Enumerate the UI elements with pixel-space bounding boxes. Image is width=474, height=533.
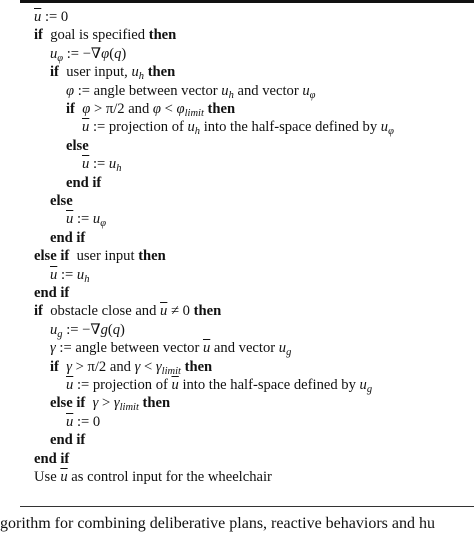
line-text: γ [155, 358, 162, 375]
algorithm-line [82, 155, 121, 173]
line-text: g [286, 347, 292, 359]
line-text: φ [100, 218, 106, 230]
line-text: > [98, 395, 114, 412]
bottom-rule [20, 506, 474, 507]
line-text: φ [152, 101, 161, 117]
keyword: end if [34, 285, 70, 301]
line-text: limit [161, 365, 181, 377]
line-text: > π/2 and [71, 358, 135, 375]
line-text: u [108, 156, 117, 173]
keyword: then [207, 101, 236, 117]
line-text: := [89, 156, 109, 173]
algorithm-line [50, 192, 73, 210]
line-text: into the half-space defined by [178, 377, 360, 393]
line-text: obstacle close and [42, 303, 161, 320]
line-text: u [50, 45, 58, 62]
line-text: u [92, 211, 101, 228]
line-text: g [366, 384, 373, 395]
line-text: φ [57, 52, 64, 64]
line-text: user input [69, 248, 139, 265]
top-rule [20, 0, 474, 3]
line-text: ≠ 0 [167, 303, 194, 320]
line-text: $\overline{u}$ [60, 469, 68, 485]
line-text: $\overline{u}$ [50, 266, 58, 283]
algorithm-line [50, 45, 126, 63]
line-text: Use [34, 469, 61, 485]
line-text: $\overline{u}$ [82, 156, 90, 173]
line-text: ) [121, 45, 127, 62]
line-text: γ [113, 395, 120, 412]
line-text: u [76, 266, 85, 283]
line-text: and vector [233, 82, 303, 99]
line-text: := [73, 211, 93, 228]
line-text: := 0 [73, 413, 101, 430]
line-text: u [221, 82, 229, 99]
line-text: < [161, 101, 177, 117]
algorithm-line [50, 431, 85, 449]
keyword: if [50, 64, 59, 81]
line-text: h [228, 89, 234, 101]
line-text: g [57, 328, 63, 340]
line-text: u [359, 377, 367, 393]
keyword: end if [50, 432, 86, 449]
line-text: γ [92, 395, 99, 412]
line-text: limit [119, 402, 139, 414]
line-text: u [187, 119, 195, 136]
line-text: $\overline{u}$ [66, 211, 74, 228]
line-text: g [100, 321, 108, 338]
line-text: q [112, 321, 121, 338]
line-text: $\overline{u}$ [34, 9, 42, 25]
line-text: φ [66, 82, 75, 99]
algorithm-line [50, 339, 291, 357]
algorithm-line [66, 100, 235, 118]
line-text: := −∇ [62, 321, 101, 338]
algorithm-line [66, 82, 315, 100]
line-text: ( [109, 45, 115, 62]
figure-caption: gorithm for combining deliberative plans, reactive behaviors and hu [0, 515, 435, 532]
line-text: γ [134, 358, 141, 375]
keyword: else [50, 193, 73, 209]
line-text: $\overline{u}$ [202, 340, 211, 357]
line-text: φ [388, 126, 394, 138]
line-text: goal is specified [42, 27, 149, 44]
line-text: h [194, 126, 201, 138]
algorithm-line [50, 394, 170, 412]
line-text: and vector [210, 340, 279, 357]
keyword: end if [50, 229, 86, 246]
algorithm-line [66, 210, 106, 228]
algorithm-line [34, 450, 69, 468]
keyword: then [142, 395, 171, 412]
line-text: q [114, 45, 122, 62]
line-text: > π/2 and [90, 101, 153, 117]
keyword: then [193, 303, 222, 320]
keyword: else if [34, 248, 70, 265]
line-text: φ [82, 101, 91, 117]
line-text: := −∇ [63, 45, 102, 62]
line-text: h [84, 273, 90, 285]
line-text: limit [184, 108, 204, 119]
line-text: ( [107, 321, 113, 338]
algorithm-line [34, 468, 272, 486]
line-text: $\overline{u}$ [171, 377, 179, 393]
algorithm-line [34, 26, 176, 44]
line-text: := 0 [41, 9, 69, 25]
line-text: φ [309, 89, 316, 101]
algorithm-line [50, 229, 85, 247]
line-text: h [138, 71, 145, 83]
keyword: then [184, 358, 213, 375]
algorithm-line [34, 247, 166, 265]
line-text: u [278, 340, 287, 357]
algorithm-line [50, 63, 175, 81]
algorithm-line [66, 174, 101, 192]
line-text: user input, [58, 64, 132, 81]
keyword: then [147, 64, 176, 81]
line-text: as control input for the wheelchair [67, 469, 272, 485]
line-text: < [140, 358, 156, 375]
line-text: := angle between vector [55, 340, 203, 357]
algorithm-line [50, 358, 212, 376]
line-text: := projection of [73, 377, 172, 393]
keyword: end if [34, 450, 70, 467]
algorithm-line [50, 266, 89, 284]
algorithm-line [34, 8, 68, 26]
line-text: := projection of [89, 119, 188, 136]
line-text: u [302, 82, 310, 99]
line-text: $\overline{u}$ [82, 119, 90, 136]
algorithm-line [66, 137, 89, 155]
line-text: φ [101, 45, 110, 62]
line-text: γ [66, 358, 72, 375]
line-text: $\overline{u}$ [160, 303, 168, 320]
line-text: h [116, 163, 122, 175]
line-text: := [57, 266, 77, 283]
keyword: if [50, 358, 59, 375]
keyword: end if [66, 174, 102, 191]
line-text: $\overline{u}$ [66, 413, 74, 430]
algorithm-line [66, 376, 372, 394]
keyword: else [66, 137, 89, 154]
algorithm-line [82, 118, 394, 136]
algorithm-line [66, 413, 100, 431]
line-text: u [50, 321, 58, 338]
algorithm-line [50, 321, 125, 339]
line-text: u [380, 119, 389, 136]
line-text: into the half-space defined by [200, 119, 381, 136]
line-text: φ [176, 101, 185, 117]
keyword: if [34, 303, 43, 320]
line-text: $\overline{u}$ [66, 377, 74, 393]
keyword: if [34, 27, 43, 44]
line-text: γ [50, 340, 56, 357]
keyword: if [66, 101, 75, 117]
line-text: ) [120, 321, 125, 338]
keyword: then [138, 248, 166, 265]
keyword: else if [50, 395, 86, 412]
line-text: u [131, 64, 139, 81]
line-text: := angle between vector [74, 82, 222, 99]
keyword: then [148, 27, 177, 44]
algorithm-line [34, 302, 221, 320]
line-text [85, 395, 92, 411]
algorithm-line [34, 284, 69, 302]
